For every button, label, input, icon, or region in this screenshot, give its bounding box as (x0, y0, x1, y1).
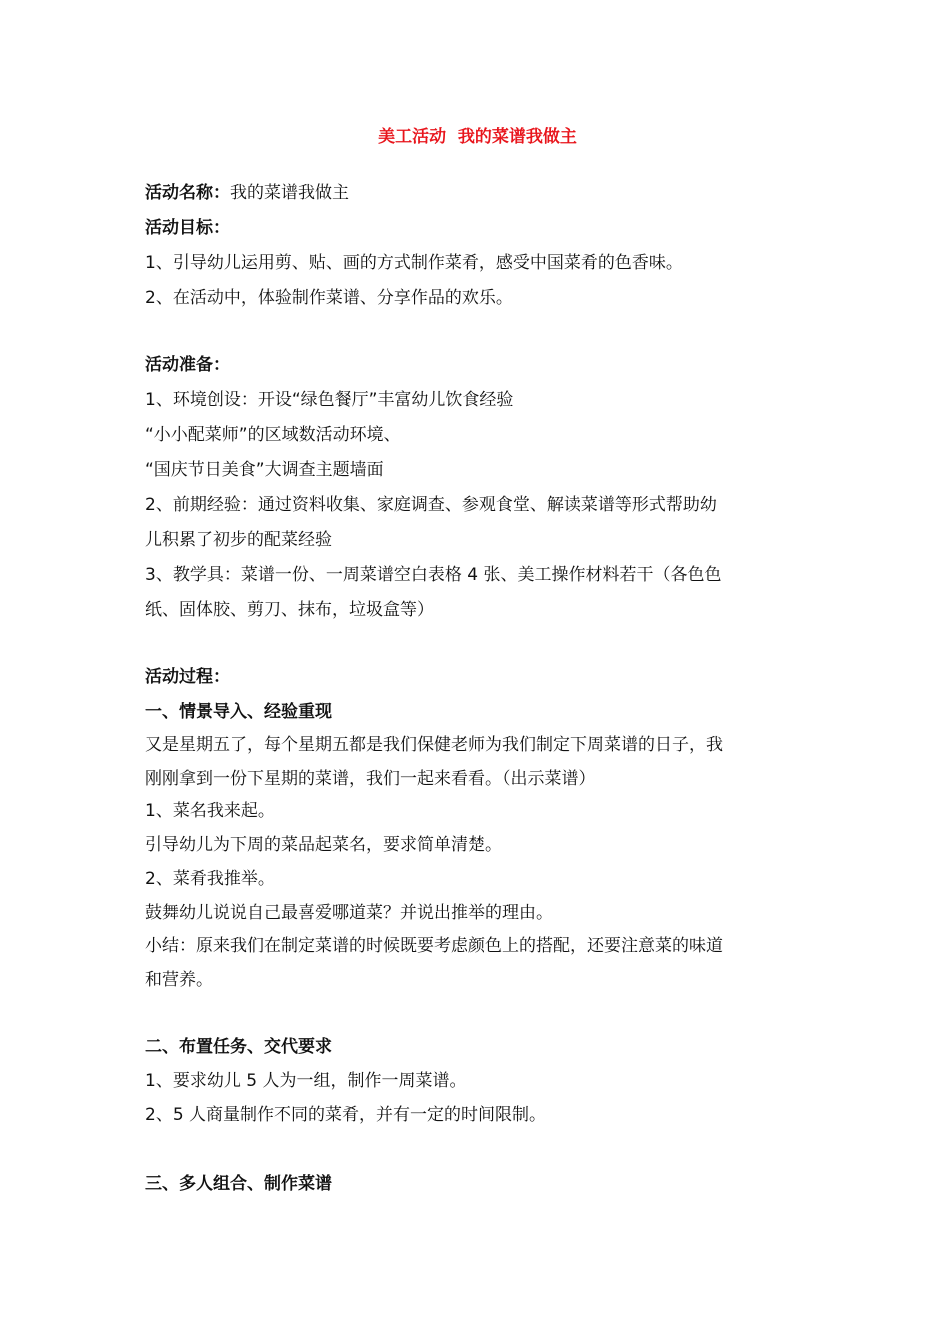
preparation-line: “小小配菜师”的区域数活动环境、 (145, 425, 401, 445)
section2-line: 1、要求幼儿 5 人为一组，制作一周菜谱。 (145, 1071, 467, 1091)
activity-name-line (145, 180, 810, 206)
section1-line: 引导幼儿为下周的菜品起菜名，要求简单清楚。 (145, 835, 502, 855)
section1-line: 又是星期五了，每个星期五都是我们保健老师为我们制定下周菜谱的日子，我 (145, 735, 723, 755)
preparation-line: “国庆节日美食”大调查主题墙面 (145, 460, 384, 480)
section1-heading: 一、情景导入、经验重现 (145, 702, 332, 722)
section1-line: 和营养。 (145, 970, 213, 990)
preparation-heading: 活动准备： (145, 355, 230, 375)
process-heading: 活动过程： (145, 667, 230, 687)
section2-line: 2、5 人商量制作不同的菜肴，并有一定的时间限制。 (145, 1105, 547, 1125)
goal-item: 1、引导幼儿运用剪、贴、画的方式制作菜肴，感受中国菜肴的色香味。 (145, 253, 683, 273)
goals-heading: 活动目标： (145, 218, 230, 238)
preparation-line: 3、教学具：菜谱一份、一周菜谱空白表格 4 张、美工操作材料若干（各色色 (145, 565, 722, 585)
activity-name-label: 活动名称： (145, 183, 230, 203)
section1-line: 2、菜肴我推举。 (145, 869, 275, 889)
preparation-line: 纸、固体胶、剪刀、抹布，垃圾盒等） (145, 600, 434, 620)
section1-line: 小结：原来我们在制定菜谱的时候既要考虑颜色上的搭配，还要注意菜的味道 (145, 936, 723, 956)
section1-line: 刚刚拿到一份下星期的菜谱，我们一起来看看。（出示菜谱） (145, 769, 596, 789)
activity-name-value: 我的菜谱我做主 (230, 183, 349, 203)
goal-item: 2、在活动中，体验制作菜谱、分享作品的欢乐。 (145, 288, 513, 308)
preparation-line: 儿积累了初步的配菜经验 (145, 530, 332, 550)
section1-line: 鼓舞幼儿说说自己最喜爱哪道菜？并说出推举的理由。 (145, 903, 553, 923)
section1-line: 1、菜名我来起。 (145, 801, 275, 821)
document-title: 美工活动 我的菜谱我做主 (378, 127, 577, 147)
preparation-line: 2、前期经验：通过资料收集、家庭调查、参观食堂、解读菜谱等形式帮助幼 (145, 495, 717, 515)
section3-heading: 三、多人组合、制作菜谱 (145, 1174, 332, 1194)
preparation-line: 1、环境创设：开设“绿色餐厅”丰富幼儿饮食经验 (145, 390, 514, 410)
section2-heading: 二、布置任务、交代要求 (145, 1037, 332, 1057)
